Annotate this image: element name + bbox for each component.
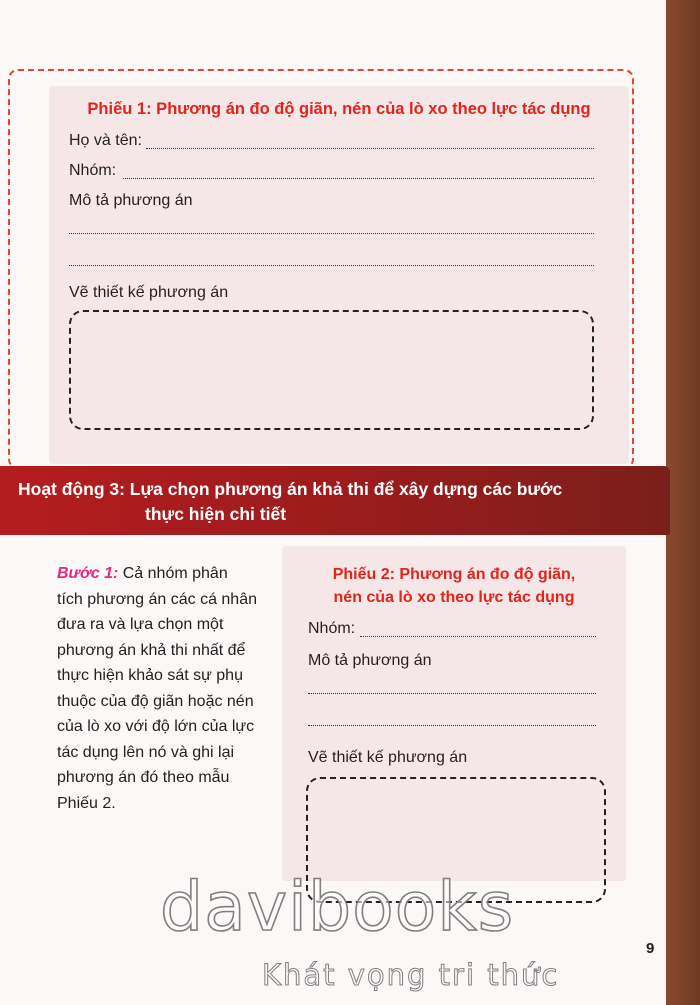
phieu-2-card (282, 546, 626, 881)
step-1-label: Bước 1: (57, 565, 119, 582)
description-line-2[interactable] (308, 724, 596, 726)
watermark-brand: davibooks (160, 868, 515, 947)
drawing-area[interactable] (69, 310, 594, 430)
watermark-slogan: Khát vọng tri thức (262, 958, 560, 992)
activity-title-line-2: thực hiện chi tiết (145, 504, 287, 524)
step-1-text: Cả nhóm phân tích phương án các cá nhân đưa ra và lựa chọn một phương án khả thi nhất để thực hiện khảo sát sự phụ thuộc của độ giãn hoặc nén của lò xo với độ lớn của lực tác dụng lên nó và ghi lại phương án đó theo mẫu Phiếu 2. (57, 565, 257, 812)
group-label: Nhóm: (308, 620, 356, 637)
draw-label: Vẽ thiết kế phương án (308, 749, 468, 766)
activity-title-line-1: Hoạt động 3: Lựa chọn phương án khả thi để xây dựng các bước (18, 479, 563, 499)
description-line-2[interactable] (69, 264, 594, 266)
activity-banner (0, 466, 670, 535)
group-label: Nhóm: (69, 162, 117, 179)
draw-label: Vẽ thiết kế phương án (69, 284, 229, 301)
step-1-paragraph (57, 561, 257, 816)
name-field[interactable] (146, 147, 594, 149)
description-line-1[interactable] (69, 232, 594, 234)
group-field[interactable] (360, 635, 596, 637)
page-number: 9 (646, 940, 655, 957)
side-strip (666, 0, 700, 1005)
phieu-1-card (49, 86, 629, 464)
phieu-2-title-line-2: nén của lò xo theo lực tác dụng (333, 589, 575, 606)
phieu-1-title: Phiếu 1: Phương án đo độ giãn, nén của lò xo theo lực tác dụng (87, 100, 591, 118)
group-field[interactable] (123, 177, 594, 179)
name-label: Họ và tên: (69, 132, 142, 149)
description-line-1[interactable] (308, 692, 596, 694)
description-label: Mô tả phương án (308, 652, 432, 669)
phieu-2-title-line-1: Phiếu 2: Phương án đo độ giãn, (332, 566, 576, 583)
description-label: Mô tả phương án (69, 192, 193, 209)
